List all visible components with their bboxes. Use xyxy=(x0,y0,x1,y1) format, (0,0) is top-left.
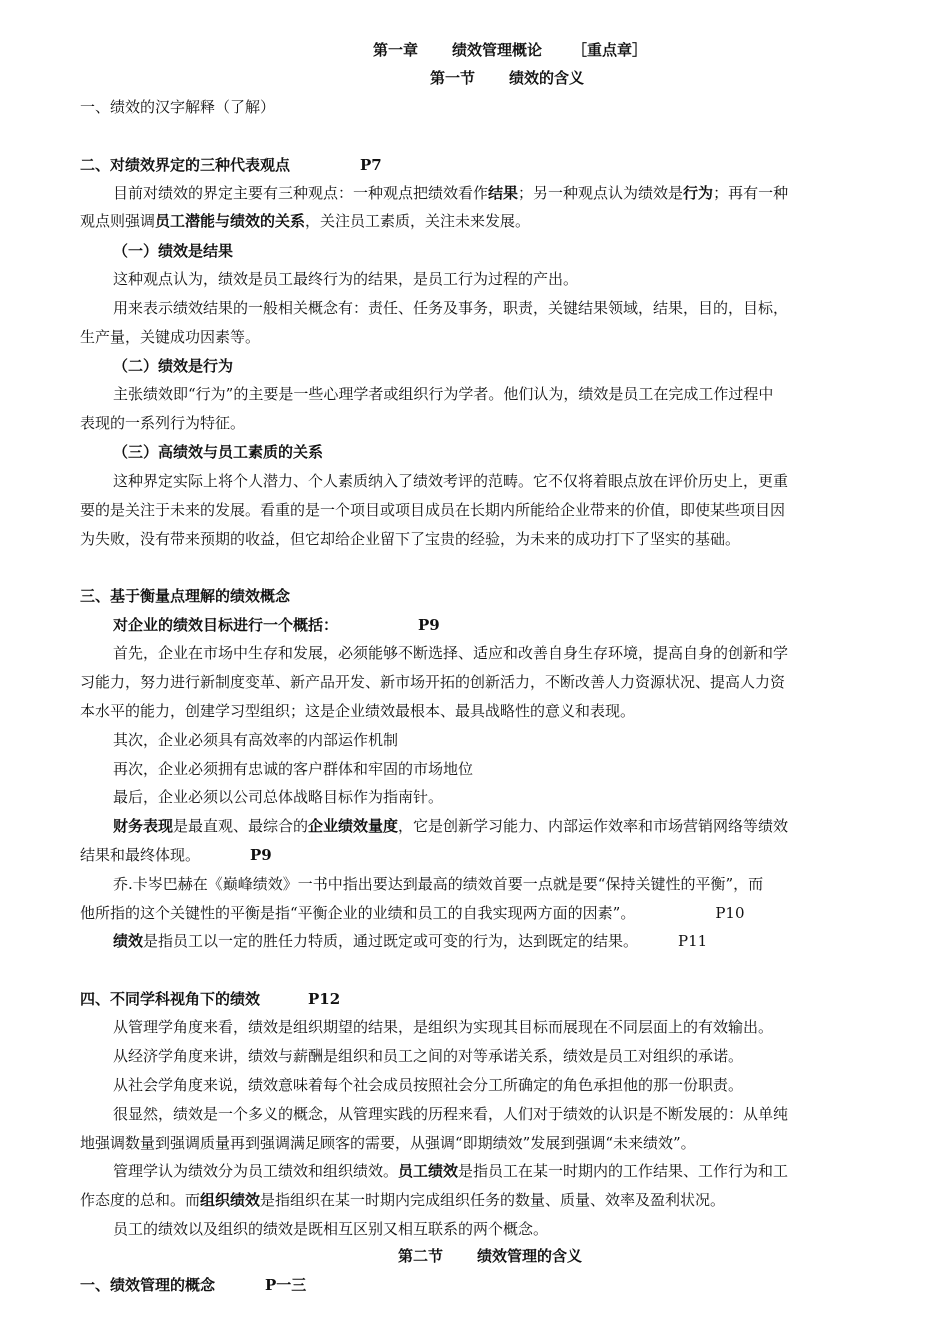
section-name: 绩效的含义 xyxy=(509,69,585,87)
section-number: 第二节 xyxy=(398,1247,444,1265)
paragraph xyxy=(80,845,272,865)
bold-term: 员工绩效 xyxy=(398,1162,459,1180)
paragraph: 表现的一系列行为特征。 xyxy=(80,414,246,432)
text-run: 管理学认为绩效分为员工绩效和组织绩效。 xyxy=(113,1162,399,1180)
text-run: 是指员工以一定的胜任力特质，通过既定或可变的行为，达到既定的结果。 xyxy=(143,932,639,950)
paragraph xyxy=(113,1161,788,1181)
text-run: 作态度的总和。而 xyxy=(80,1191,201,1209)
bold-term: 财务表现 xyxy=(113,817,174,835)
paragraph xyxy=(113,931,707,951)
paragraph: 这种界定实际上将个人潜力、个人素质纳入了绩效考评的范畴。它不仅将着眼点放在评价历史上，更重 xyxy=(113,472,789,490)
text-run: 是指员工在某一时期内的工作结果、工作行为和工 xyxy=(458,1162,789,1180)
heading-1: 一、绩效的汉字解释（了解） xyxy=(80,98,276,116)
paragraph: 要的是关注于未来的发展。看重的是一个项目或项目成员在长期内所能给企业带来的价值，即使某些项目因 xyxy=(80,501,786,519)
page-ref: P9 xyxy=(250,846,272,864)
text-run: ，它是创新学习能力、内部运作效率和市场营销网络等绩效 xyxy=(398,817,789,835)
chapter-title xyxy=(373,40,647,60)
subheading: （二）绩效是行为 xyxy=(113,357,234,375)
section-number: 第一节 xyxy=(430,69,476,87)
paragraph: 本水平的能力，创建学习型组织；这是企业绩效最根本、最具战略性的意义和表现。 xyxy=(80,702,636,720)
paragraph: 从管理学角度来看，绩效是组织期望的结果，是组织为实现其目标而展现在不同层面上的有效输出。 xyxy=(113,1018,774,1036)
paragraph: 从社会学角度来说，绩效意味着每个社会成员按照社会分工所确定的角色承担他的那一份职责。 xyxy=(113,1076,744,1094)
page-ref: P7 xyxy=(360,156,382,174)
paragraph xyxy=(80,1190,725,1210)
paragraph: 从经济学角度来讲，绩效与薪酬是组织和员工之间的对等承诺关系，绩效是员工对组织的承诺。 xyxy=(113,1047,744,1065)
paragraph xyxy=(113,183,788,203)
paragraph: 很显然，绩效是一个多义的概念，从管理实践的历程来看，人们对于绩效的认识是不断发展的：从单纯 xyxy=(113,1105,789,1123)
paragraph xyxy=(113,816,788,836)
page-ref: P一三 xyxy=(265,1276,307,1294)
section-name: 绩效管理的含义 xyxy=(477,1247,583,1265)
text-run: 是最直观、最综合的 xyxy=(173,817,309,835)
subheading: （一）绩效是结果 xyxy=(113,242,234,260)
bold-term: 行为 xyxy=(683,184,714,202)
text-run: 是指组织在某一时期内完成组织任务的数量、质量、效率及盈利状况。 xyxy=(260,1191,726,1209)
paragraph: 地强调数量到强调质量再到强调满足顾客的需要，从强调“即期绩效”发展到强调“未来绩效”。 xyxy=(80,1134,696,1152)
paragraph: 再次，企业必须拥有忠诚的客户群体和牢固的市场地位 xyxy=(113,760,474,778)
text-run: ；另一种观点认为绩效是 xyxy=(518,184,684,202)
heading-4 xyxy=(80,989,340,1009)
heading-text: 四、不同学科视角下的绩效 xyxy=(80,990,261,1008)
paragraph xyxy=(80,903,745,923)
text-run: 结果和最终体现。 xyxy=(80,846,201,864)
heading-text: 对企业的绩效目标进行一个概括： xyxy=(113,616,339,634)
text-run: ；再有一种 xyxy=(713,184,789,202)
text-run: 目前对绩效的界定主要有三种观点：一种观点把绩效看作 xyxy=(113,184,489,202)
paragraph: 乔.卡岑巴赫在《巅峰绩效》一书中指出要达到最高的绩效首要一点就是要“保持关键性的平衡”，而 xyxy=(113,875,764,893)
section1-title xyxy=(430,68,584,88)
page-ref: P10 xyxy=(715,904,745,922)
paragraph: 习能力，努力进行新制度变革、新产品开发、新市场开拓的创新活力，不断改善人力资源状况、提高人力资 xyxy=(80,673,786,691)
bold-term: 绩效 xyxy=(113,932,144,950)
paragraph xyxy=(80,211,530,231)
paragraph: 最后，企业必须以公司总体战略目标作为指南针。 xyxy=(113,788,444,806)
page-ref: P11 xyxy=(678,932,708,950)
subheading: （三）高绩效与员工素质的关系 xyxy=(113,443,324,461)
page-ref: P9 xyxy=(418,616,440,634)
bold-term: 企业绩效量度 xyxy=(308,817,399,835)
bold-term: 组织绩效 xyxy=(200,1191,261,1209)
heading-text: 一、绩效管理的概念 xyxy=(80,1276,216,1294)
paragraph: 为失败，没有带来预期的收益，但它却给企业留下了宝贵的经验，为未来的成功打下了坚实的基础。 xyxy=(80,530,741,548)
chapter-tag: ［重点章］ xyxy=(572,41,648,59)
paragraph: 用来表示绩效结果的一般相关概念有：责任、任务及事务，职责，关键结果领域，结果，目的，目标， xyxy=(113,299,789,317)
chapter-name: 绩效管理概论 xyxy=(452,41,543,59)
chapter-number: 第一章 xyxy=(373,41,419,59)
paragraph: 这种观点认为，绩效是员工最终行为的结果，是员工行为过程的产出。 xyxy=(113,270,579,288)
paragraph: 生产量，关键成功因素等。 xyxy=(80,328,261,346)
paragraph: 员工的绩效以及组织的绩效是既相互区别又相互联系的两个概念。 xyxy=(113,1220,549,1238)
paragraph: 首先，企业在市场中生存和发展，必须能够不断选择、适应和改善自身生存环境，提高自身的创新和学 xyxy=(113,644,789,662)
bold-term: 结果 xyxy=(488,184,519,202)
page-ref: P12 xyxy=(308,990,341,1008)
paragraph: 其次，企业必须具有高效率的内部运作机制 xyxy=(113,731,399,749)
text-run: ，关注员工素质，关注未来发展。 xyxy=(305,212,531,230)
subheading xyxy=(113,615,440,635)
text-run: 观点则强调 xyxy=(80,212,156,230)
heading-text: 二、对绩效界定的三种代表观点 xyxy=(80,156,291,174)
bold-term: 员工潜能与绩效的关系 xyxy=(155,212,306,230)
heading-2 xyxy=(80,155,382,175)
section2-title xyxy=(398,1246,582,1266)
heading-3: 三、基于衡量点理解的绩效概念 xyxy=(80,587,291,605)
heading-5 xyxy=(80,1275,306,1295)
text-run: 他所指的这个关键性的平衡是指“平衡企业的业绩和员工的自我实现两方面的因素”。 xyxy=(80,904,636,922)
paragraph: 主张绩效即“行为”的主要是一些心理学者或组织行为学者。他们认为，绩效是员工在完成工作过程中 xyxy=(113,385,774,403)
